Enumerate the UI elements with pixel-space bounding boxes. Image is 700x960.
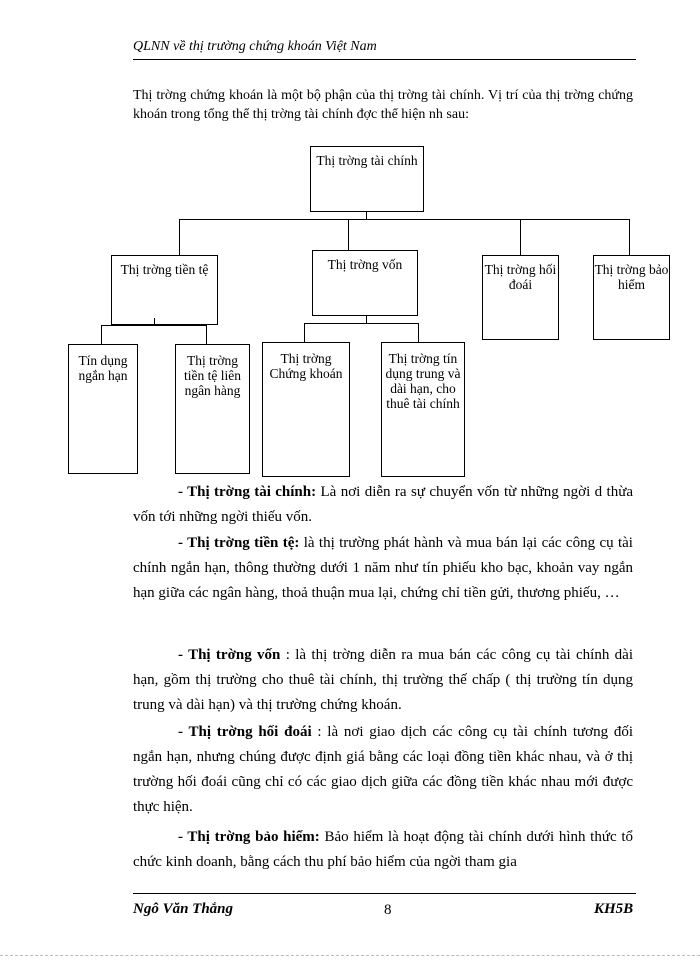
section-term: - Thị trờng tiền tệ: <box>178 535 300 551</box>
box-forex-market: Thị trờng hối đoái <box>482 255 559 340</box>
section-text: : là thị trờng diễn ra mua bán các công cụ tài chính dài hạn, gồm thị trường cho thuê tài chính, thị trường thế chấp ( thị trường tín dụng trung và dài hạn) và thị trường chứng khoán. <box>133 647 633 713</box>
box-short-term-credit: Tín dụng ngắn hạn <box>68 344 138 474</box>
header-title: QLNN về thị trường chứng khoán Việt Nam <box>133 39 377 54</box>
connector <box>520 219 521 256</box>
section-text: : là nơi giao dịch các công cụ tài chính tương đối ngắn hạn, nhưng chúng được định giá bằng các loại đồng tiền khác nhau, và ở thị trường hối đoái cũng chỉ có các giao dịch giữa các đồng tiền khác nhau mới được thực hiện. <box>133 724 633 815</box>
section-forex-market <box>133 720 633 820</box>
connector <box>304 323 305 343</box>
footer-author: Ngô Văn Thắng <box>133 901 234 917</box>
footer-page-number: 8 <box>384 902 392 918</box>
box-interbank-market: Thị trờng tiền tệ liên ngân hàng <box>175 344 250 474</box>
section-text: là thị trường phát hành và mua bán lại các công cụ tài chính ngắn hạn, thông thường dưới 1 năm như tín phiếu kho bạc, khoản vay ngắn hạn giữa các ngân hàng, thoả thuận mua lại, chứng chỉ tiền gửi, thương phiếu, … <box>133 535 633 601</box>
connector <box>304 323 419 324</box>
section-capital-market <box>133 643 633 718</box>
section-money-market <box>133 531 633 606</box>
connector <box>206 325 207 345</box>
section-term: - Thị trờng tài chính: <box>178 484 317 500</box>
box-long-term-credit: Thị trờng tín dụng trung và dài hạn, cho thuê tài chính <box>381 342 465 477</box>
footer-class-code: KH5B <box>594 901 634 917</box>
section-term: - Thị trờng bảo hiểm: <box>178 829 320 845</box>
header-rule <box>133 59 636 60</box>
footer-rule <box>133 893 636 894</box>
section-term: - Thị trờng hối đoái <box>178 724 312 740</box>
box-money-market: Thị trờng tiền tệ <box>111 255 218 325</box>
intro-paragraph: Thị trờng chứng khoán là một bộ phận của thị trờng tài chính. Vị trí của thị trờng chứng khoán trong tổng thể thị trờng tài chính đợc thể hiện nh sau: <box>133 88 633 122</box>
section-financial-market <box>133 480 633 530</box>
box-insurance-market: Thị trờng bảo hiểm <box>593 255 670 340</box>
page-bottom-dashed-line <box>0 955 700 956</box>
connector <box>101 325 207 326</box>
connector <box>629 219 630 256</box>
connector <box>101 325 102 345</box>
box-securities-market: Thị trờng Chứng khoán <box>262 342 350 477</box>
connector <box>179 219 630 220</box>
section-text: Bảo hiểm là hoạt động tài chính dưới hình thức tổ chức kinh doanh, bằng cách thu phí bảo hiểm của ngời tham gia <box>133 829 633 870</box>
connector <box>179 219 180 256</box>
box-financial-market: Thị trờng tài chính <box>310 146 424 212</box>
section-term: - Thị trờng vốn <box>178 647 281 663</box>
connector <box>348 219 349 251</box>
connector <box>418 323 419 343</box>
box-capital-market: Thị trờng vốn <box>312 250 418 316</box>
section-text: Là nơi diễn ra sự chuyển vốn từ những ngời d thừa vốn tới những ngời thiếu vốn. <box>133 484 633 525</box>
section-insurance-market <box>133 825 633 875</box>
